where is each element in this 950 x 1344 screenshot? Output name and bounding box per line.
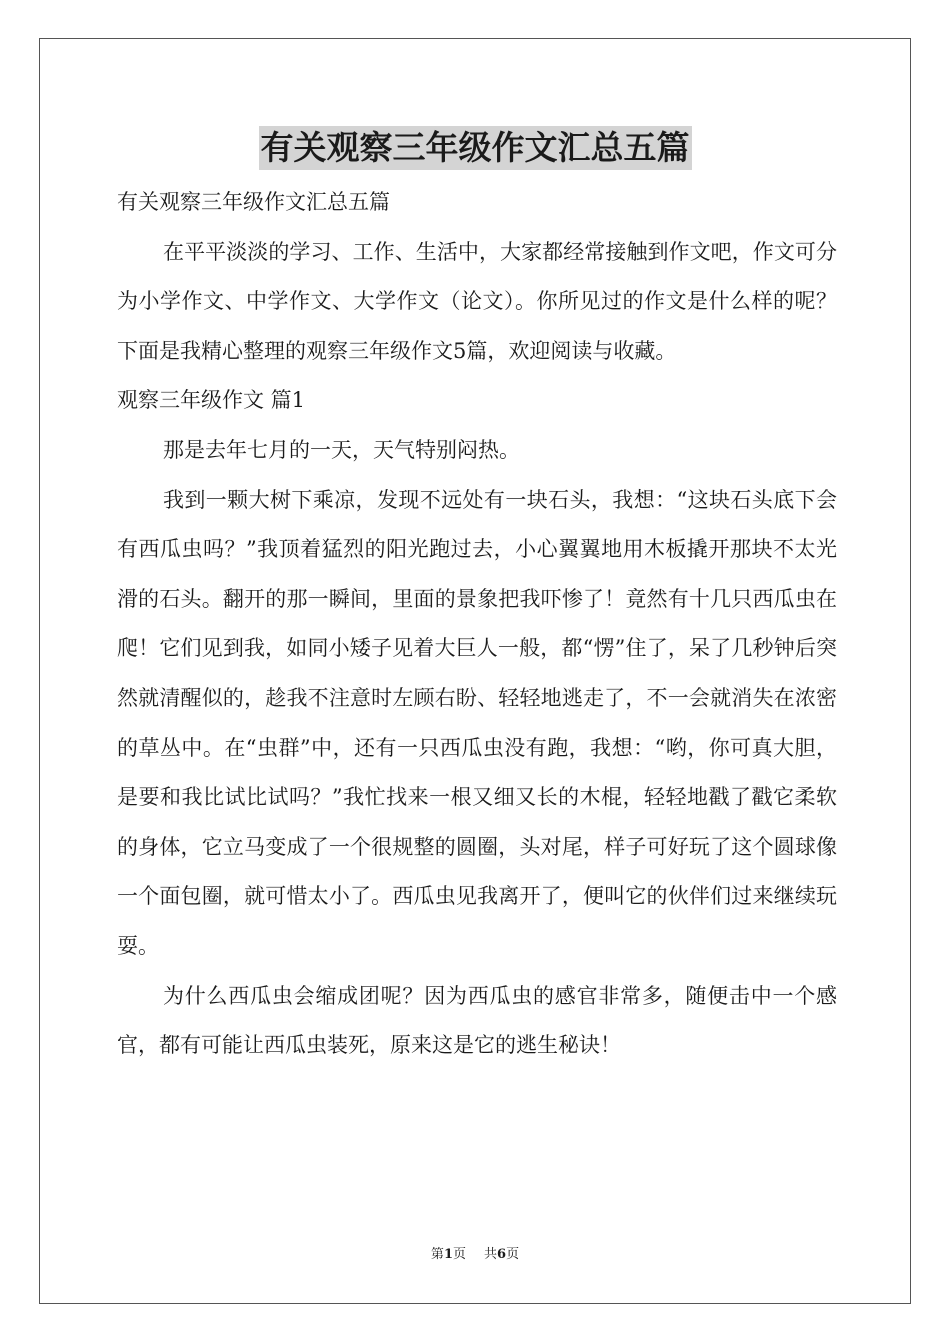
page-prefix: 第 [430,1247,444,1262]
body-paragraph: 那是去年七月的一天，天气特别闷热。 [163,437,520,462]
total-suffix: 页 [506,1247,520,1262]
total-prefix: 共 [484,1247,498,1262]
section-heading: 观察三年级作文 篇1 [117,388,306,413]
intro-paragraph: 在平平淡淡的学习、工作、生活中，大家都经常接触到作文吧，作文可分为小学作文、中学作文、大学作文（论文）。你所见过的作文是什么样的呢？下面是我精心整理的观察三年级作文5篇，欢迎阅读与收藏。 [117,239,837,363]
title-area [0,126,950,170]
page-current: 1 [443,1247,453,1262]
page-footer [0,1246,950,1264]
document-body [117,178,837,1071]
body-paragraph: 我到一颗大树下乘凉，发现不远处有一块石头，我想：“这块石头底下会有西瓜虫吗？”我顶着猛烈的阳光跑过去，小心翼翼地用木板撬开那块不太光滑的石头。翻开的那一瞬间，里面的景象把我吓惨了！竟然有十几只西瓜虫在爬！它们见到我，如同小矮子见着大巨人一般，都“愣”住了，呆了几秒钟后突然就清醒似的，趁我不注意时左顾右盼、轻轻地逃走了，不一会就消失在浓密的草丛中。在“虫群”中，还有一只西瓜虫没有跑，我想：“哟，你可真大胆，是要和我比试比试吗？”我忙找来一根又细又长的木棍，轻轻地戳了戳它柔软的身体，它立马变成了一个很规整的圆圈，头对尾，样子可好玩了这个圆球像一个面包圈，就可惜太小了。西瓜虫见我离开了，便叫它的伙伴们过来继续玩耍。 [117,487,837,958]
page-total: 6 [497,1247,507,1262]
document-subtitle: 有关观察三年级作文汇总五篇 [117,190,390,214]
body-paragraph: 为什么西瓜虫会缩成团呢？因为西瓜虫的感官非常多，随便击中一个感官，都有可能让西瓜虫装死，原来这是它的逃生秘诀！ [117,983,837,1058]
page-suffix: 页 [452,1247,466,1262]
document-title: 有关观察三年级作文汇总五篇 [259,126,692,170]
